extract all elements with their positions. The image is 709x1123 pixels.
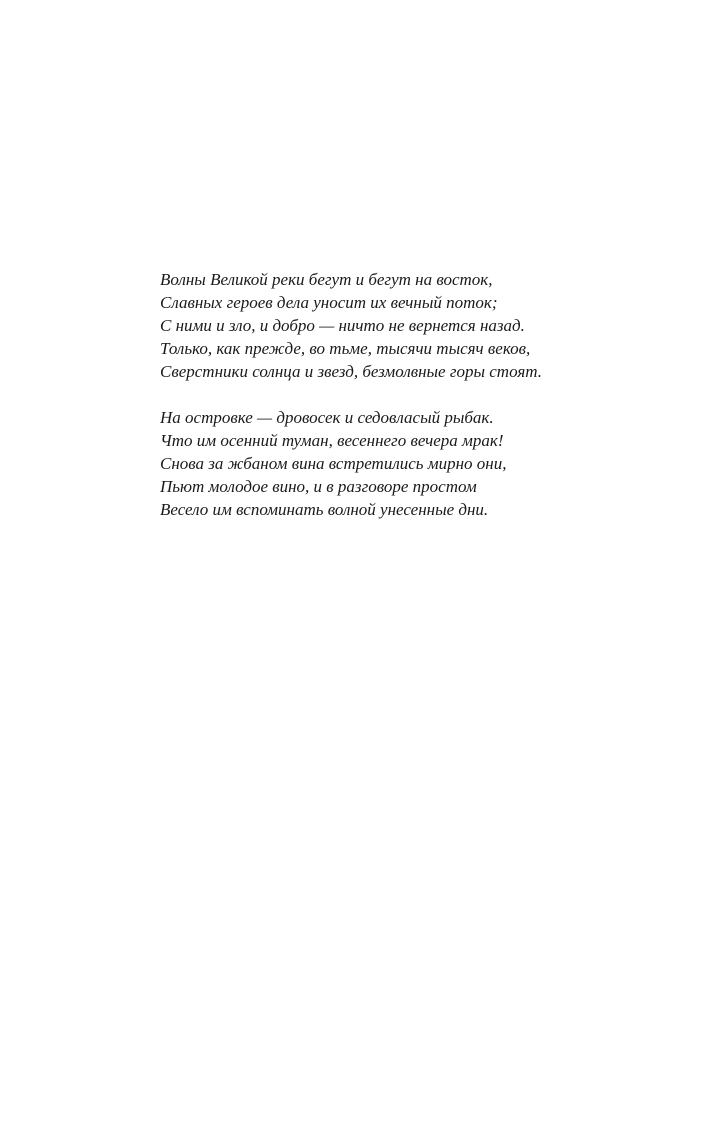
poem-line: Весело им вспоминать волной унесенные дни. (160, 500, 489, 519)
poem-line: Волны Великой реки бегут и бегут на восток, (160, 270, 493, 289)
poem-line: Славных героев дела уносит их вечный поток; (160, 293, 498, 312)
poem-line: Пьют молодое вино, и в разговоре простом (160, 477, 477, 496)
poem (160, 268, 680, 544)
stanza-2 (160, 406, 680, 521)
poem-line: Что им осенний туман, весеннего вечера мрак! (160, 431, 504, 450)
poem-line: На островке — дровосек и седовласый рыбак. (160, 408, 494, 427)
stanza-1 (160, 268, 680, 383)
poem-line: Снова за жбаном вина встретились мирно они, (160, 454, 507, 473)
poem-line: С ними и зло, и добро — ничто не вернется назад. (160, 316, 525, 335)
poem-line: Сверстники солнца и звезд, безмолвные горы стоят. (160, 362, 542, 381)
poem-line: Только, как прежде, во тьме, тысячи тысяч веков, (160, 339, 531, 358)
